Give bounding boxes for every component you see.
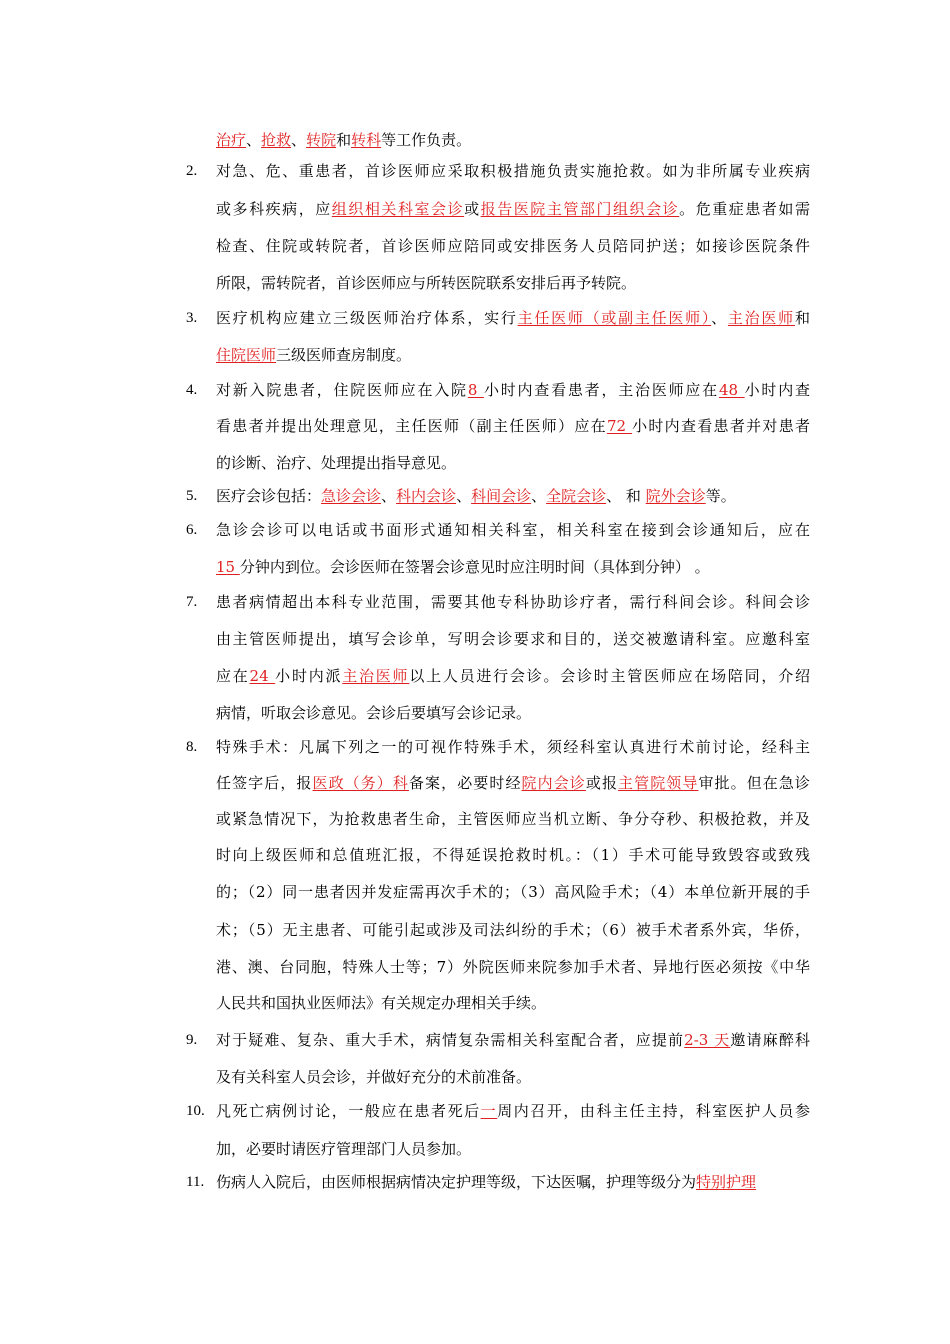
text-line (216, 592, 810, 612)
text-segment: 的；（2）同一患者因并发症需再次手术的；（3）高风险手术；（4）本单位新开展的手 (216, 883, 810, 901)
highlighted-term: 科内会诊 (396, 487, 457, 505)
text-segment: 看患者并提出处理意见，主任医师（副主任医师）应在 (216, 417, 607, 435)
text-segment: 患者病情超出本科专业范围，需要其他专科协助诊疗者，需行科间会诊。科间会诊 (216, 593, 810, 611)
text-segment: 人民共和国执业医师法》有关规定办理相关手续。 (216, 994, 547, 1012)
text-segment: 分钟内到位。会诊医师在签署会诊意见时应注明时间（具体到分钟） 。 (239, 558, 710, 576)
text-segment: 。危重症患者如需 (679, 200, 810, 218)
text-line (216, 737, 810, 757)
text-segment: 医疗机构应建立三级医师治疗体系，实行 (216, 309, 518, 327)
text-line (216, 666, 810, 686)
text-line (216, 557, 810, 577)
highlighted-term: 急诊会诊 (321, 487, 382, 505)
highlighted-term: 组织相关科室会诊 (331, 200, 465, 218)
text-segment: 或多科疾病，应 (216, 200, 332, 218)
highlighted-term: 8 (467, 381, 484, 399)
highlighted-term: 转科 (351, 131, 382, 149)
text-segment: 或 (464, 200, 481, 218)
text-line (216, 130, 810, 150)
text-line (216, 345, 810, 365)
text-segment: 和 (336, 131, 352, 149)
highlighted-term: 2-3 天 (684, 1031, 731, 1049)
text-segment: 时向上级医师和总值班汇报，不得延误抢救时机。：（1）手术可能导致毁容或致残 (216, 846, 810, 864)
text-segment: 加，必要时请医疗管理部门人员参加。 (216, 1140, 472, 1158)
text-segment: 病情，听取会诊意见。会诊后要填写会诊记录。 (216, 704, 532, 722)
text-segment: 小时内查 (744, 381, 810, 399)
highlighted-term: 住院医师 (216, 346, 277, 364)
text-line (216, 809, 810, 829)
text-segment: 或紧急情况下，为抢救患者生命，主管医师应当机立断、争分夺秒、积极抢救，并及 (216, 810, 810, 828)
highlighted-term: 抢救 (261, 131, 292, 149)
text-segment: 港、澳、台同胞，特殊人士等；7）外院医师来院参加手术者、异地行医必须按《中华 (216, 958, 810, 976)
text-line (216, 486, 810, 506)
highlighted-term: 主治医师 (727, 309, 795, 327)
text-segment: 检查、住院或转院者，首诊医师应陪同或安排医务人员陪同护送；如接诊医院条件 (216, 237, 810, 255)
text-segment: 特殊手术：凡属下列之一的可视作特殊手术，须经科室认真进行术前讨论，经科主 (216, 738, 810, 756)
text-segment: 、 (291, 131, 307, 149)
text-segment: 小时内查看患者，主治医师应在 (483, 381, 719, 399)
text-line (216, 1067, 810, 1087)
text-line (216, 161, 810, 181)
highlighted-term: 主任医师（或副主任医师） (517, 309, 712, 327)
highlighted-term: 治疗 (216, 131, 247, 149)
highlighted-term: 主管院领导 (618, 774, 699, 792)
list-item-number: 4. (186, 382, 198, 398)
list-item-number: 9. (186, 1032, 198, 1048)
text-line (216, 773, 810, 793)
text-segment: 伤病人入院后，由医师根据病情决定护理等级，下达医嘱，护理等级分为 (216, 1173, 697, 1191)
text-segment: 、 (531, 487, 547, 505)
text-line (216, 380, 810, 400)
highlighted-term: 72 (606, 417, 633, 435)
text-segment: 三级医师查房制度。 (276, 346, 412, 364)
text-line (216, 199, 810, 219)
text-segment: 和 (794, 309, 810, 327)
text-line (216, 1139, 810, 1159)
highlighted-term: 院内会诊 (521, 774, 586, 792)
text-segment: 或报 (585, 774, 619, 792)
list-item-number: 6. (186, 522, 198, 538)
list-item-number: 5. (186, 488, 198, 504)
text-segment: 所限，需转院者，首诊医师应与所转医院联系安排后再予转院。 (216, 274, 637, 292)
text-line (216, 882, 810, 902)
text-segment: 、 (711, 309, 728, 327)
list-item-number: 10. (186, 1103, 205, 1119)
text-line (216, 520, 810, 540)
highlighted-term: 院外会诊 (645, 487, 706, 505)
text-segment: 、 和 (606, 487, 646, 505)
text-segment: 任签字后，报 (216, 774, 313, 792)
text-segment: 的诊断、治疗、处理提出指导意见。 (216, 454, 457, 472)
text-line (216, 993, 810, 1013)
text-segment: 由主管医师提出，填写会诊单，写明会诊要求和目的，送交被邀请科室。应邀科室 (216, 630, 810, 648)
text-segment: 小时内派 (275, 667, 343, 685)
text-line (216, 920, 810, 940)
highlighted-term: 主治医师 (342, 667, 410, 685)
highlighted-term: 15 (216, 558, 240, 576)
highlighted-term: 转院 (306, 131, 337, 149)
text-segment: 应在 (216, 667, 250, 685)
text-segment: 对急、危、重患者，首诊医师应采取积极措施负责实施抢救。如为非所属专业疾病 (216, 162, 810, 180)
list-item-number: 8. (186, 739, 198, 755)
text-segment: 凡死亡病例讨论，一般应在患者死后 (216, 1102, 481, 1120)
list-item-number: 2. (186, 163, 198, 179)
text-segment: 等工作负责。 (381, 131, 472, 149)
text-line (216, 416, 810, 436)
highlighted-term: 48 (718, 381, 745, 399)
text-line (216, 236, 810, 256)
highlighted-term: 全院会诊 (546, 487, 607, 505)
list-item-number: 3. (186, 310, 198, 326)
text-line (216, 703, 810, 723)
text-segment: 对新入院患者，住院医师应在入院 (216, 381, 468, 399)
text-segment: 以上人员进行会诊。会诊时主管医师应在场陪同，介绍 (409, 667, 810, 685)
text-line (216, 629, 810, 649)
text-segment: 、 (246, 131, 262, 149)
text-segment: 、 (456, 487, 472, 505)
highlighted-term: 24 (249, 667, 276, 685)
text-line (216, 308, 810, 328)
text-segment: 、 (381, 487, 397, 505)
text-line (216, 1030, 810, 1050)
text-segment: 周内召开，由科主任主持，科室医护人员参 (497, 1102, 810, 1120)
highlighted-term: 医政（务）科 (312, 774, 409, 792)
text-line (216, 845, 810, 865)
text-line (216, 957, 810, 977)
highlighted-term: 科间会诊 (471, 487, 532, 505)
highlighted-term: 报告医院主管部门组织会诊 (480, 200, 680, 218)
text-segment: 急诊会诊可以电话或书面形式通知相关科室，相关科室在接到会诊通知后，应在 (216, 521, 810, 539)
text-segment: 对于疑难、复杂、重大手术，病情复杂需相关科室配合者，应提前 (216, 1031, 685, 1049)
text-segment: 等。 (705, 487, 736, 505)
text-segment: 及有关科室人员会诊，并做好充分的术前准备。 (216, 1068, 532, 1086)
text-line (216, 453, 810, 473)
text-segment: 术；（5）无主患者、可能引起或涉及司法纠纷的手术；（6）被手术者系外宾，华侨， (216, 921, 810, 939)
text-line (216, 273, 810, 293)
text-segment: 审批。但在急诊 (698, 774, 810, 792)
list-item-number: 11. (186, 1174, 205, 1190)
highlighted-term: 一 (480, 1102, 498, 1120)
text-segment: 备案，必要时经 (408, 774, 522, 792)
list-item-number: 7. (186, 594, 198, 610)
text-segment: 医疗会诊包括： (216, 487, 322, 505)
text-segment: 小时内查看患者并对患者 (632, 417, 810, 435)
text-line (216, 1172, 810, 1192)
text-segment: 邀请麻醉科 (730, 1031, 810, 1049)
text-line (216, 1101, 810, 1121)
highlighted-term: 特别护理 (696, 1173, 757, 1191)
